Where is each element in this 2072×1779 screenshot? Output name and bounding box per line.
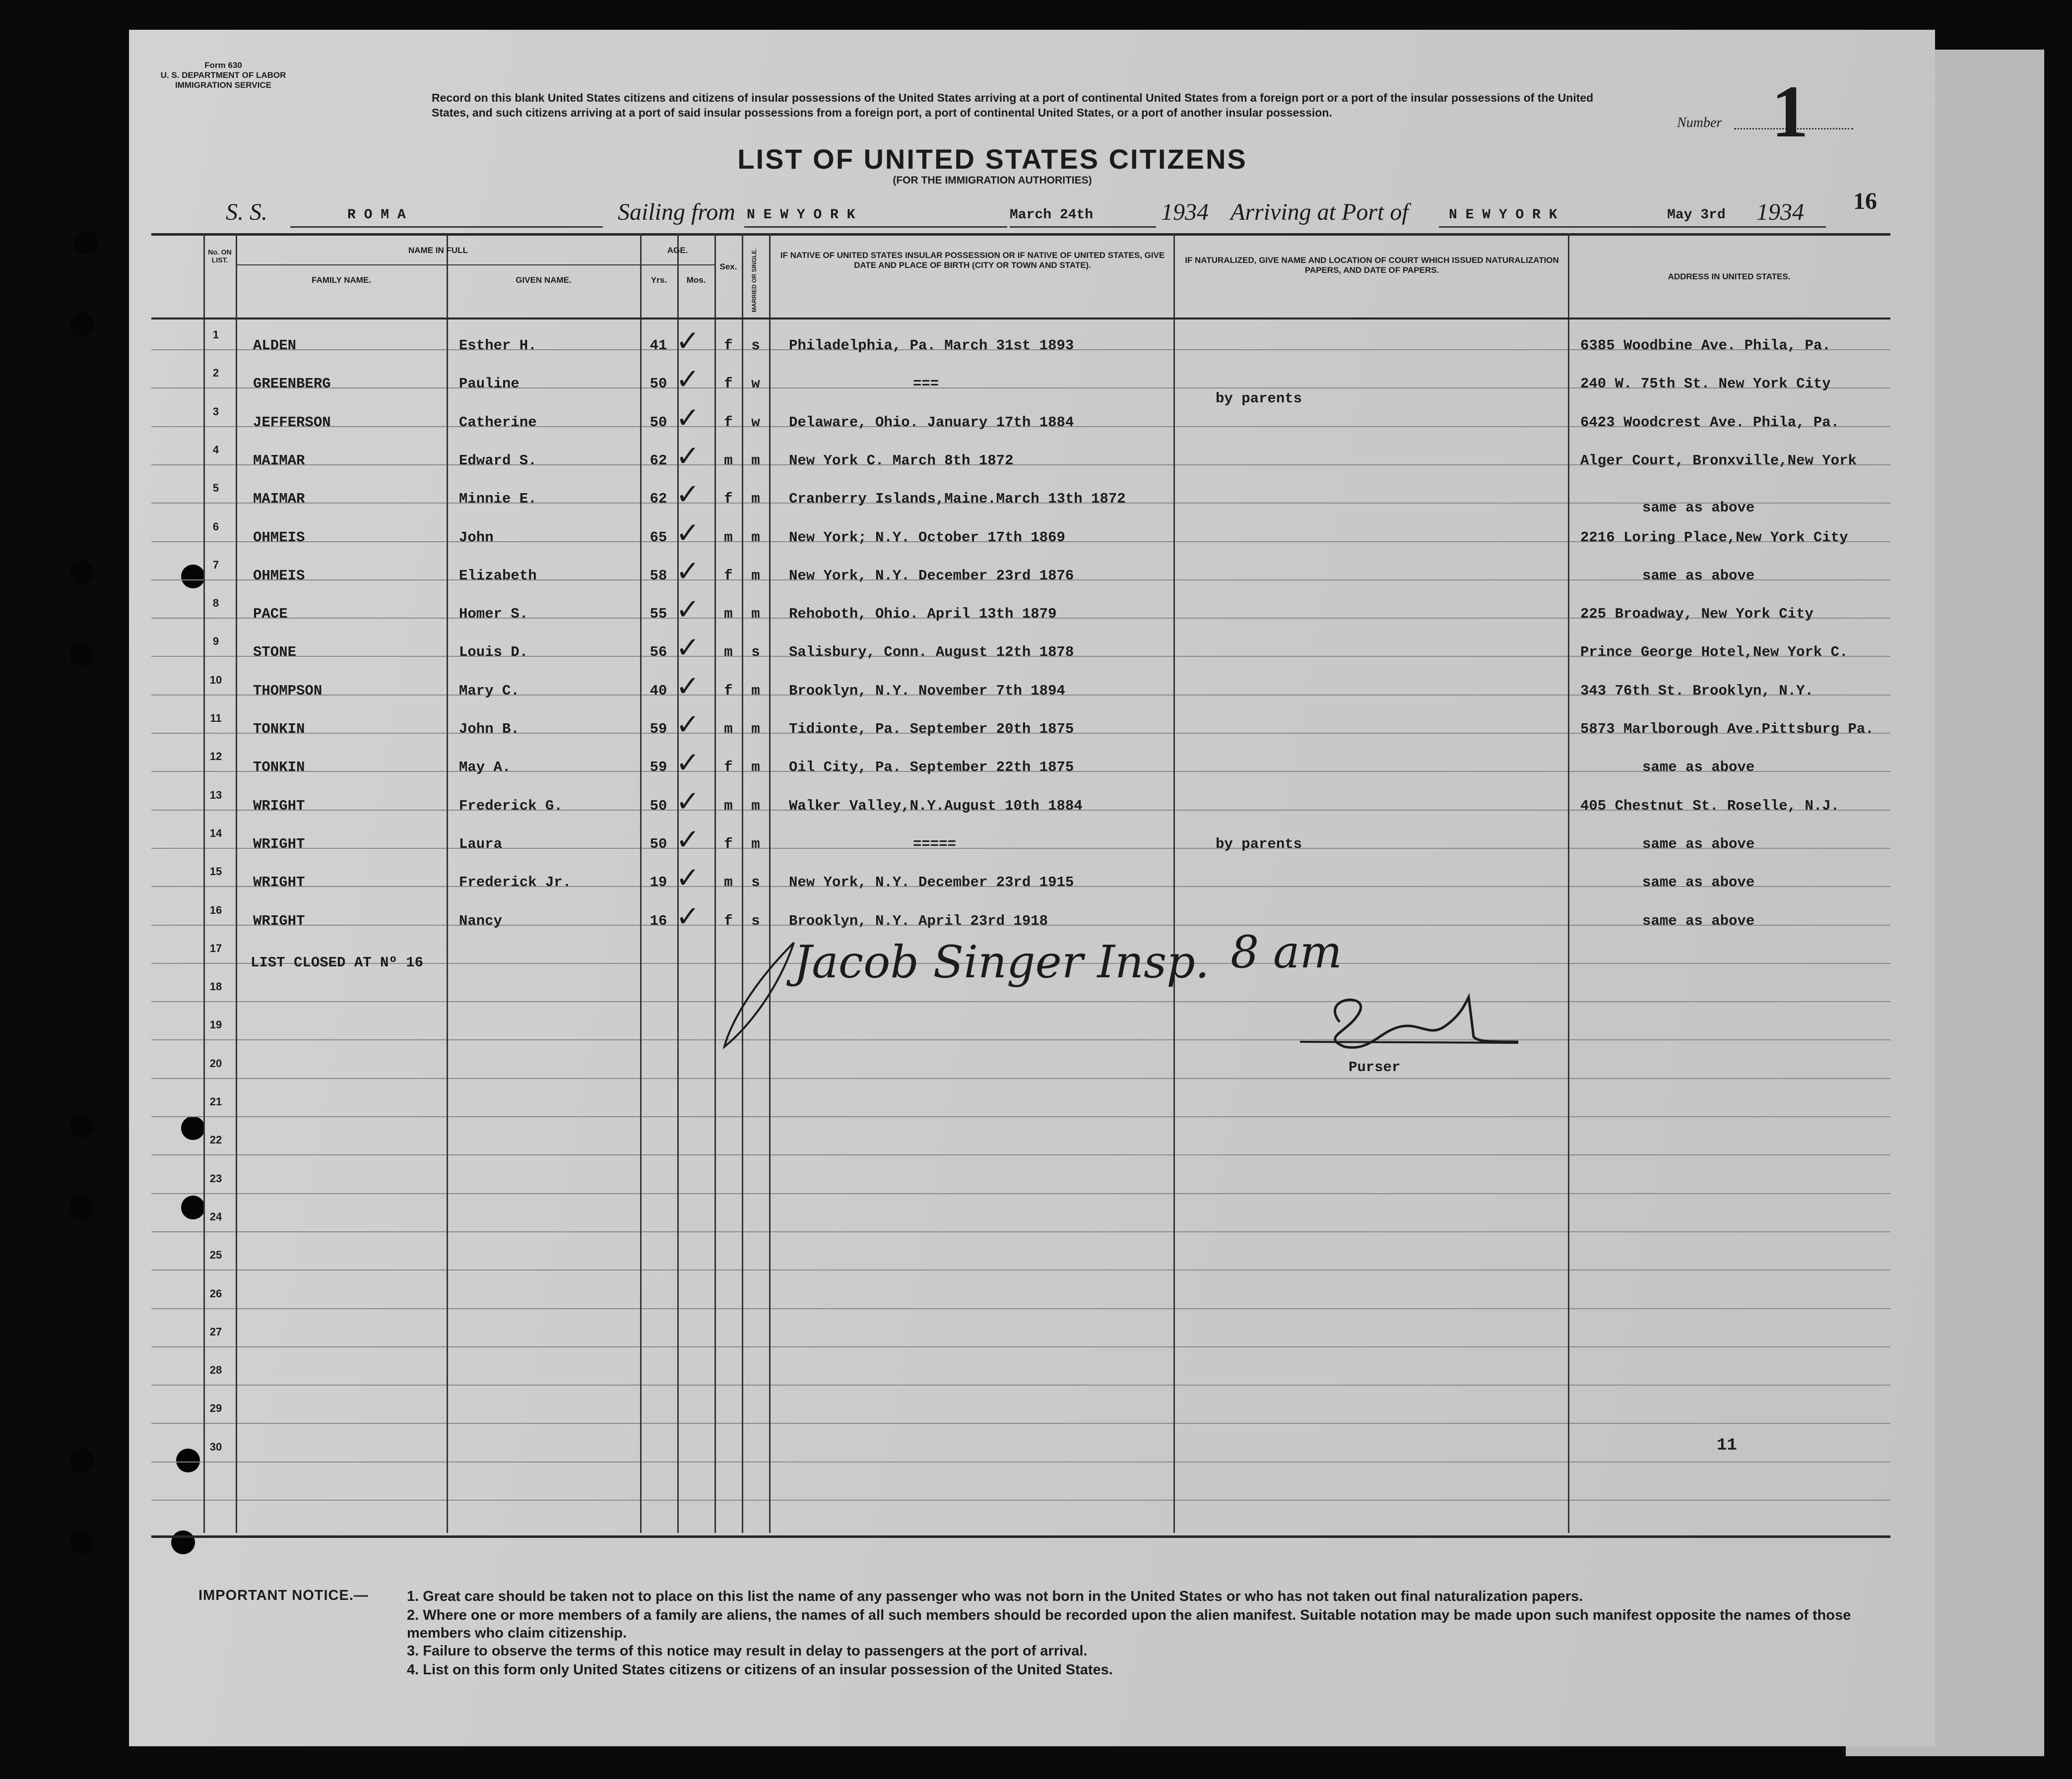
header-yrs: Yrs. bbox=[650, 275, 667, 285]
list-closed-note: LIST CLOSED AT Nº 16 bbox=[251, 954, 424, 971]
header-sex: Sex. bbox=[719, 262, 737, 271]
address-cell: 240 W. 75th St. New York City bbox=[1580, 376, 1831, 392]
number-label: Number bbox=[1677, 115, 1722, 130]
birth-cell: Brooklyn, N.Y. November 7th 1894 bbox=[789, 682, 1065, 699]
birth-cell: Delaware, Ohio. January 17th 1884 bbox=[789, 414, 1074, 431]
birth-cell: === bbox=[913, 376, 939, 392]
time-signature bbox=[1226, 923, 1374, 982]
row-number: 11 bbox=[210, 712, 222, 724]
age-years-cell: 19 bbox=[649, 874, 667, 891]
sex-cell: m bbox=[724, 874, 733, 891]
header-family-name: FAMILY NAME. bbox=[312, 275, 371, 285]
birth-cell: Walker Valley,N.Y.August 10th 1884 bbox=[789, 797, 1083, 814]
address-cell: same as above bbox=[1642, 874, 1755, 891]
age-years-cell: 58 bbox=[649, 567, 667, 584]
sailing-label: Sailing from bbox=[618, 199, 735, 225]
address-cell: Alger Court, Bronxville,New York bbox=[1580, 452, 1857, 469]
address-cell: same as above bbox=[1642, 912, 1755, 929]
marital-status-cell: m bbox=[751, 797, 760, 814]
row-number: 24 bbox=[209, 1210, 222, 1223]
family-name-cell: MAIMAR bbox=[253, 452, 305, 469]
age-years-cell: 62 bbox=[649, 491, 667, 508]
row-rule bbox=[151, 1231, 1890, 1232]
check-mark-icon: ✓ bbox=[676, 784, 700, 818]
birth-cell: Tidionte, Pa. September 20th 1875 bbox=[789, 721, 1074, 737]
ship-name: R O M A bbox=[347, 207, 406, 223]
given-name-cell: Esther H. bbox=[459, 337, 537, 354]
address-cell: 2216 Loring Place,New York City bbox=[1580, 529, 1848, 546]
marital-status-cell: m bbox=[751, 606, 760, 623]
address-cell: 225 Broadway, New York City bbox=[1580, 606, 1813, 623]
row-rule bbox=[151, 1346, 1890, 1347]
given-name-cell: Nancy bbox=[459, 912, 503, 929]
given-name-cell: Laura bbox=[459, 835, 503, 852]
given-name-cell: Elizabeth bbox=[459, 567, 537, 584]
age-years-cell: 59 bbox=[649, 759, 667, 776]
row-number: 25 bbox=[209, 1249, 222, 1262]
sex-cell: m bbox=[724, 452, 733, 469]
check-mark-icon: ✓ bbox=[676, 822, 700, 856]
row-rule bbox=[151, 1308, 1890, 1309]
row-rule bbox=[151, 848, 1890, 849]
address-cell: same as above bbox=[1642, 500, 1755, 516]
sailing-port-line bbox=[744, 226, 1007, 228]
birth-cell: New York, N.Y. December 23rd 1876 bbox=[789, 567, 1074, 584]
sex-cell: f bbox=[724, 567, 733, 584]
signature-time-text: 8 am bbox=[1230, 926, 1342, 978]
notice-item-3: 3. Failure to observe the terms of this notice may result in delay to passengers at the port of arrival. bbox=[407, 1643, 1088, 1659]
check-mark-icon: ✓ bbox=[676, 746, 700, 780]
binder-hole bbox=[74, 231, 98, 255]
address-cell: 343 76th St. Brooklyn, N.Y. bbox=[1580, 682, 1813, 699]
header-address: ADDRESS IN UNITED STATES. bbox=[1668, 272, 1791, 281]
check-mark-icon: ✓ bbox=[676, 324, 700, 358]
form-instruction: Record on this blank United States citizens and citizens of insular possessions of the United States arriving at a port of continental United States from a foreign port or a port of the insular possessions of the United States, and such citizens arriving at a port of said insular possessions from a foreign port, a port of continental United States, or a port of another insular possession. bbox=[432, 91, 1594, 119]
row-number: 3 bbox=[212, 405, 219, 418]
check-mark-icon: ✓ bbox=[676, 669, 700, 703]
birth-cell: Philadelphia, Pa. March 31st 1893 bbox=[789, 337, 1074, 354]
header-birth: IF NATIVE OF UNITED STATES INSULAR POSSESSION OR IF NATIVE OF UNITED STATES, GIVE DATE AND PLACE OF BIRTH (CITY OR TOWN AND STATE). bbox=[780, 251, 1165, 270]
row-number: 28 bbox=[209, 1364, 222, 1377]
purser-signature bbox=[1300, 987, 1528, 1062]
header-mos: Mos. bbox=[686, 275, 706, 285]
page-title: LIST OF UNITED STATES CITIZENS bbox=[737, 143, 1247, 175]
header-married-single: MARRIED OR SINGLE. bbox=[751, 248, 758, 313]
family-name-cell: WRIGHT bbox=[253, 874, 305, 891]
arrival-year-line bbox=[1756, 226, 1826, 228]
marital-status-cell: s bbox=[751, 912, 760, 929]
page-stamp: 16 bbox=[1853, 188, 1877, 214]
sailing-year: 1934 bbox=[1161, 199, 1209, 225]
row-rule bbox=[151, 1385, 1890, 1386]
birth-cell: Salisbury, Conn. August 12th 1878 bbox=[789, 644, 1074, 661]
row-number: 20 bbox=[209, 1057, 222, 1070]
marital-status-cell: m bbox=[751, 529, 760, 546]
row-number: 5 bbox=[212, 482, 219, 495]
header-name-in-full: NAME IN FULL bbox=[408, 246, 468, 255]
binder-hole bbox=[69, 313, 93, 336]
family-name-cell: MAIMAR bbox=[253, 491, 305, 508]
check-mark-icon: ✓ bbox=[676, 439, 700, 473]
given-name-cell: May A. bbox=[459, 759, 511, 776]
sex-cell: m bbox=[724, 606, 733, 623]
inspector-signature bbox=[719, 913, 1216, 1062]
binder-hole bbox=[69, 1530, 93, 1554]
row-number: 16 bbox=[209, 903, 222, 916]
header-no-on-list: No. ON LIST. bbox=[208, 248, 232, 264]
family-name-cell: GREENBERG bbox=[253, 376, 331, 392]
row-number: 2 bbox=[212, 367, 219, 380]
given-name-cell: John B. bbox=[459, 721, 519, 737]
age-years-cell: 65 bbox=[649, 529, 667, 546]
row-number: 22 bbox=[209, 1134, 222, 1146]
given-name-cell: Louis D. bbox=[459, 644, 528, 661]
given-name-cell: Catherine bbox=[459, 414, 537, 431]
family-name-cell: WRIGHT bbox=[253, 912, 305, 929]
check-mark-icon: ✓ bbox=[676, 707, 700, 741]
birth-cell: ===== bbox=[913, 835, 957, 852]
notice-item-4: 4. List on this form only United States citizens or citizens of an insular possession of the United States. bbox=[407, 1662, 1113, 1678]
row-number: 14 bbox=[209, 826, 222, 839]
row-number: 10 bbox=[209, 673, 222, 686]
header-age: AGE. bbox=[667, 246, 688, 255]
binder-hole bbox=[69, 561, 93, 584]
age-years-cell: 50 bbox=[649, 835, 667, 852]
family-name-cell: PACE bbox=[253, 606, 288, 623]
header-given-name: GIVEN NAME. bbox=[516, 275, 572, 285]
sex-cell: f bbox=[724, 759, 733, 776]
row-rule bbox=[151, 1116, 1890, 1117]
given-name-cell: Frederick G. bbox=[459, 797, 563, 814]
arrival-port-line bbox=[1439, 226, 1756, 228]
sex-cell: m bbox=[724, 797, 733, 814]
binder-hole bbox=[69, 1196, 93, 1219]
age-years-cell: 50 bbox=[649, 376, 667, 392]
header-subdivider bbox=[640, 264, 714, 265]
row-number: 12 bbox=[209, 750, 222, 763]
address-cell: 6423 Woodcrest Ave. Phila, Pa. bbox=[1580, 414, 1840, 431]
marital-status-cell: s bbox=[751, 644, 760, 661]
row-rule bbox=[151, 1500, 1890, 1501]
birth-cell: New York C. March 8th 1872 bbox=[789, 452, 1014, 469]
row-number: 30 bbox=[209, 1440, 222, 1453]
sailing-date-line bbox=[1010, 226, 1156, 228]
marital-status-cell: m bbox=[751, 452, 760, 469]
column-divider bbox=[447, 233, 448, 1533]
marital-status-cell: m bbox=[751, 682, 760, 699]
address-cell: 5873 Marlborough Ave.Pittsburg Pa. bbox=[1580, 721, 1874, 737]
row-number: 7 bbox=[212, 558, 219, 571]
form-number: Form 630 bbox=[204, 61, 242, 70]
birth-cell: Cranberry Islands,Maine.March 13th 1872 bbox=[789, 491, 1126, 508]
row-number: 26 bbox=[209, 1287, 222, 1300]
age-years-cell: 40 bbox=[649, 682, 667, 699]
header-naturalized: IF NATURALIZED, GIVE NAME AND LOCATION OF COURT WHICH ISSUED NATURALIZATION PAPERS, AND DATE OF PAPERS. bbox=[1185, 255, 1559, 275]
row-rule bbox=[151, 1154, 1890, 1155]
family-name-cell: THOMPSON bbox=[253, 682, 323, 699]
inspector-signature-text: Jacob Singer Insp. bbox=[794, 936, 1210, 988]
binder-hole bbox=[69, 1114, 93, 1138]
check-mark-icon: ✓ bbox=[676, 592, 700, 627]
family-name-cell: TONKIN bbox=[253, 759, 305, 776]
page-subtitle: (FOR THE IMMIGRATION AUTHORITIES) bbox=[893, 175, 1092, 186]
check-mark-icon: ✓ bbox=[676, 899, 700, 933]
sex-cell: m bbox=[724, 721, 733, 737]
family-name-cell: WRIGHT bbox=[253, 797, 305, 814]
age-years-cell: 16 bbox=[649, 912, 667, 929]
column-divider bbox=[236, 233, 237, 1533]
birth-cell: Oil City, Pa. September 22th 1875 bbox=[789, 759, 1074, 776]
marital-status-cell: m bbox=[751, 759, 760, 776]
family-name-cell: STONE bbox=[253, 644, 297, 661]
row-rule bbox=[151, 1423, 1890, 1424]
sex-cell: f bbox=[724, 682, 733, 699]
row-number: 13 bbox=[209, 788, 222, 801]
naturalization-cell: by parents bbox=[1216, 390, 1302, 407]
given-name-cell: Pauline bbox=[459, 376, 519, 392]
row-number: 18 bbox=[209, 980, 222, 993]
age-years-cell: 50 bbox=[649, 414, 667, 431]
row-rule bbox=[151, 1461, 1890, 1462]
family-name-cell: OHMEIS bbox=[253, 529, 305, 546]
check-mark-icon: ✓ bbox=[676, 400, 700, 435]
age-years-cell: 62 bbox=[649, 452, 667, 469]
row-number: 23 bbox=[209, 1172, 222, 1185]
address-cell: 405 Chestnut St. Roselle, N.J. bbox=[1580, 797, 1840, 814]
age-years-cell: 41 bbox=[649, 337, 667, 354]
sex-cell: f bbox=[724, 414, 733, 431]
given-name-cell: Mary C. bbox=[459, 682, 519, 699]
family-name-cell: ALDEN bbox=[253, 337, 297, 354]
birth-cell: Brooklyn, N.Y. April 23rd 1918 bbox=[789, 912, 1048, 929]
row-number: 27 bbox=[209, 1325, 222, 1338]
family-name-cell: OHMEIS bbox=[253, 567, 305, 584]
marital-status-cell: w bbox=[751, 376, 760, 392]
row-number: 19 bbox=[209, 1018, 222, 1031]
row-number: 9 bbox=[212, 635, 219, 648]
arrival-port: N E W Y O R K bbox=[1449, 207, 1557, 223]
column-divider bbox=[1568, 233, 1569, 1533]
family-name-cell: WRIGHT bbox=[253, 835, 305, 852]
family-name-cell: TONKIN bbox=[253, 721, 305, 737]
given-name-cell: Edward S. bbox=[459, 452, 537, 469]
check-mark-icon: ✓ bbox=[676, 554, 700, 588]
sailing-date: March 24th bbox=[1010, 207, 1094, 223]
row-rule bbox=[151, 1078, 1890, 1079]
birth-cell: Rehoboth, Ohio. April 13th 1879 bbox=[789, 606, 1057, 623]
marital-status-cell: w bbox=[751, 414, 760, 431]
row-number: 29 bbox=[209, 1402, 222, 1415]
binder-hole bbox=[69, 1449, 93, 1472]
form-identification bbox=[159, 61, 288, 90]
address-cell: same as above bbox=[1642, 835, 1755, 852]
sex-cell: f bbox=[724, 337, 733, 354]
sex-cell: f bbox=[724, 912, 733, 929]
age-years-cell: 50 bbox=[649, 797, 667, 814]
column-divider bbox=[1173, 233, 1175, 1533]
marital-status-cell: m bbox=[751, 721, 760, 737]
binder-hole bbox=[69, 642, 93, 666]
row-number: 17 bbox=[209, 942, 222, 954]
row-rule bbox=[151, 1270, 1890, 1271]
address-cell: Prince George Hotel,New York C. bbox=[1580, 644, 1848, 661]
arrival-year: 1934 bbox=[1756, 199, 1804, 225]
row-number: 1 bbox=[212, 328, 219, 341]
row-number: 8 bbox=[212, 597, 219, 610]
check-mark-icon: ✓ bbox=[676, 515, 700, 550]
given-name-cell: Frederick Jr. bbox=[459, 874, 572, 891]
given-name-cell: John bbox=[459, 529, 494, 546]
header-subdivider bbox=[236, 264, 640, 265]
arriving-label: Arriving at Port of bbox=[1230, 199, 1409, 225]
notice-item-1: 1. Great care should be taken not to place on this list the name of any passenger who was not born in the United States or who has not taken out final naturalization papers. bbox=[407, 1588, 1583, 1604]
given-name-cell: Minnie E. bbox=[459, 491, 537, 508]
check-mark-icon: ✓ bbox=[676, 362, 700, 396]
given-name-cell: Homer S. bbox=[459, 606, 528, 623]
marital-status-cell: s bbox=[751, 874, 760, 891]
notice-item-2: 2. Where one or more members of a family are aliens, the names of all such members should be recorded upon the alien manifest. Suitable notation may be made upon such manifest opposite the names of those members who claim citizenship. bbox=[407, 1607, 1851, 1641]
list-number: 1 bbox=[1771, 70, 1809, 153]
sailing-port: N E W Y O R K bbox=[747, 207, 855, 223]
purser-label: Purser bbox=[1349, 1059, 1401, 1076]
sex-cell: m bbox=[724, 529, 733, 546]
marital-status-cell: s bbox=[751, 337, 760, 354]
marital-status-cell: m bbox=[751, 491, 760, 508]
marital-status-cell: m bbox=[751, 835, 760, 852]
age-years-cell: 56 bbox=[649, 644, 667, 661]
check-mark-icon: ✓ bbox=[676, 477, 700, 511]
sex-cell: f bbox=[724, 491, 733, 508]
age-years-cell: 55 bbox=[649, 606, 667, 623]
row-number: 6 bbox=[212, 520, 219, 533]
age-years-cell: 59 bbox=[649, 721, 667, 737]
birth-cell: New York; N.Y. October 17th 1869 bbox=[789, 529, 1065, 546]
address-cell: 6385 Woodbine Ave. Phila, Pa. bbox=[1580, 337, 1831, 354]
naturalization-cell: by parents bbox=[1216, 835, 1302, 852]
ship-line bbox=[290, 226, 603, 228]
department-name: U. S. DEPARTMENT OF LABOR bbox=[160, 70, 286, 80]
address-cell: same as above bbox=[1642, 759, 1755, 776]
sex-cell: m bbox=[724, 644, 733, 661]
sex-cell: f bbox=[724, 376, 733, 392]
header-bottom-rule bbox=[151, 318, 1890, 319]
birth-cell: New York, N.Y. December 23rd 1915 bbox=[789, 874, 1074, 891]
row-rule bbox=[151, 1193, 1890, 1194]
arrival-date: May 3rd bbox=[1667, 207, 1726, 223]
column-divider bbox=[769, 233, 771, 1533]
check-mark-icon: ✓ bbox=[676, 861, 700, 895]
sex-cell: f bbox=[724, 835, 733, 852]
marital-status-cell: m bbox=[751, 567, 760, 584]
address-cell: same as above bbox=[1642, 567, 1755, 584]
row-number: 4 bbox=[212, 443, 219, 456]
family-name-cell: JEFFERSON bbox=[253, 414, 331, 431]
corner-note: 11 bbox=[1717, 1436, 1737, 1455]
ss-label: S. S. bbox=[226, 199, 267, 225]
row-number: 21 bbox=[209, 1095, 222, 1108]
notice-heading: IMPORTANT NOTICE.— bbox=[198, 1588, 369, 1603]
row-number: 15 bbox=[209, 865, 222, 878]
service-name: IMMIGRATION SERVICE bbox=[175, 80, 271, 90]
check-mark-icon: ✓ bbox=[676, 631, 700, 665]
